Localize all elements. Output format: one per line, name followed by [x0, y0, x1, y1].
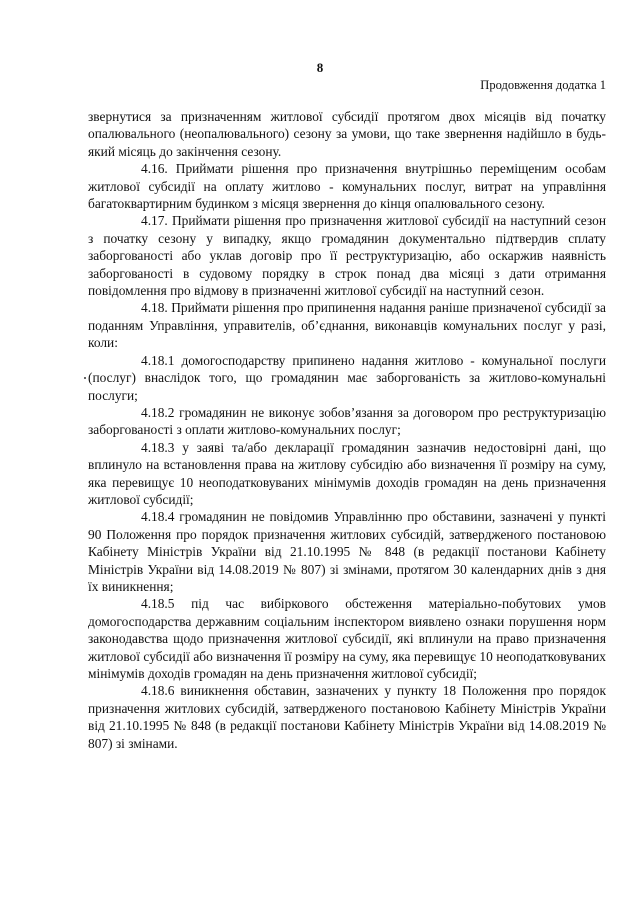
scan-speck — [84, 377, 86, 379]
paragraph-continuation: звернутися за призначенням житлової субсидії протягом двох місяців від початку опалювального (неопалювального) сезону за умови, що таке звернення надійшло в будь-який місяць до закінчення сезону. — [88, 109, 606, 159]
continuation-note: Продовження додатка 1 — [480, 78, 606, 92]
paragraph-4-18-5: 4.18.5 під час вибіркового обстеження матеріально-побутових умов домогосподарства державним соціальним інспектором виявлено ознаки порушення норм законодавства щодо призначення житлової субсидії, які вплинули на право призначення житлової субсидії або визначення її розміру на суму, яка перевищує 10 неоподатковуваних мінімумів доходів громадян на день призначення житлової субсидії; — [88, 596, 606, 681]
page-number: 8 — [316, 60, 324, 75]
paragraph-4-18: 4.18. Приймати рішення про припинення надання раніше призначеної субсидії за поданням Управління, управителів, об’єднання, виконавців комунальних послуг у разі, коли: — [88, 300, 606, 351]
paragraph-4-16: 4.16. Приймати рішення про призначення внутрішньо переміщеним особам житлової субсидії на оплату житлово - комунальних послуг, витрат на управління багатоквартирним будинком з місяця звернення до кінця опалювального сезону. — [88, 161, 606, 212]
paragraph-4-18-4: 4.18.4 громадянин не повідомив Управлінню про обставини, зазначені у пункті 90 Положення про порядок призначення житлових субсидій, затвердженого постановою Кабінету Міністрів України від 21.10.1995 № 848 (в редакції постанови Кабінету Міністрів України від 14.08.2019 № 807) зі змінами, протягом 30 календарних днів з дня їх виникнення; — [88, 509, 606, 594]
paragraph-4-18-6: 4.18.6 виникнення обставин, зазначених у пункту 18 Положення про порядок призначення житлових субсидій, затвердженого постановою Кабінету Міністрів України від 21.10.1995 № 848 (в редакції постанови Кабінету Міністрів України від 14.08.2019 № 807) зі змінами. — [88, 683, 606, 751]
paragraph-4-18-1: 4.18.1 домогосподарству припинено надання житлово - комунальної послуги (послуг) внаслідок того, що громадянин має заборгованість за житлово-комунальні послуги; — [88, 352, 606, 403]
paragraph-4-18-2: 4.18.2 громадянин не виконує зобов’язання за договором про реструктуризацію заборгованості з оплати житлово-комунальних послуг; — [88, 404, 606, 438]
paragraph-4-18-3: 4.18.3 у заяві та/або декларації громадянин зазначив недостовірні дані, що вплинуло на встановлення права на житлову субсидію або визначення її розміру на суму, яка перевищує 10 неоподатковуваних мінімумів доходів громадян на день призначення житлової субсидії; — [88, 439, 606, 507]
document-body — [88, 108, 606, 752]
paragraph-4-17: 4.17. Приймати рішення про призначення житлової субсидії на наступний сезон з початку сезону у випадку, якщо громадянин документально підтвердив сплату заборгованості або уклав договір про її реструктуризацію, або оскаржив наявність заборгованості в судовому порядку в строк понад два місяці з дати отримання повідомлення про відмову в призначенні житлової субсидії на наступний сезон. — [88, 213, 606, 299]
